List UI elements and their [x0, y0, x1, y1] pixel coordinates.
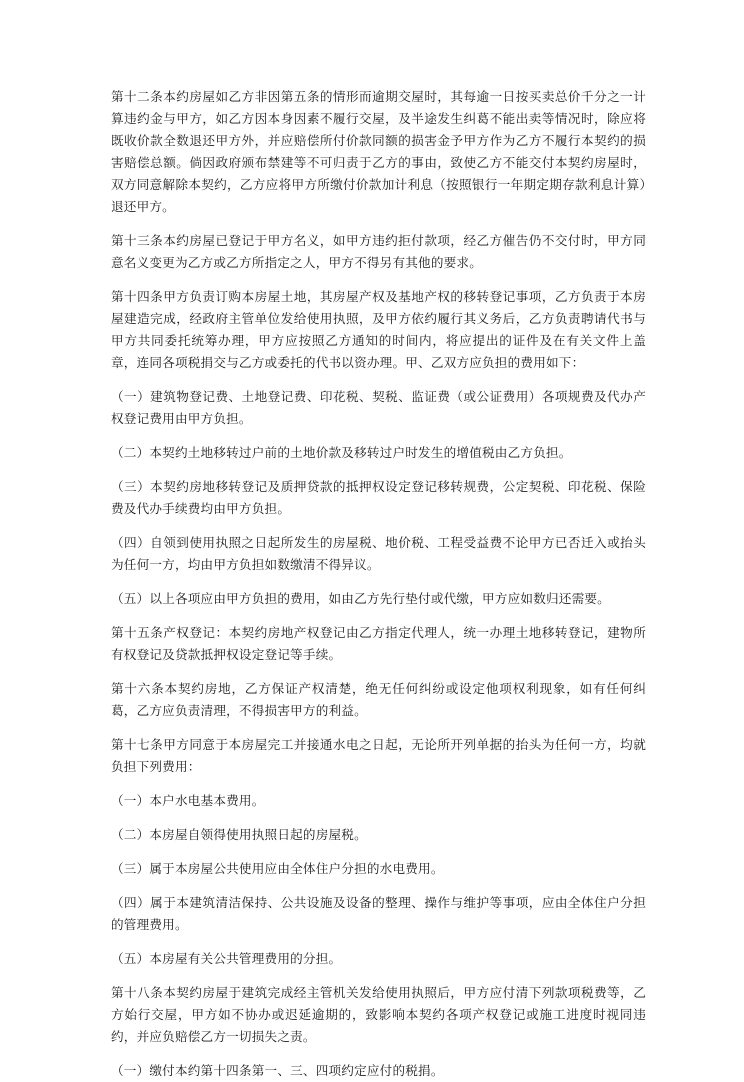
- clause-14-item-1: （一）建筑物登记费、土地登记费、印花税、契税、监证费（或公证费用）各项规费及代办产权登记费用由甲方负担。: [111, 389, 646, 426]
- clause-18-item-1: （一）缴付本约第十四条第一、三、四项约定应付的税捐。: [111, 1063, 444, 1078]
- clause-14: 第十四条甲方负责订购本房屋土地，其房屋产权及基地产权的移转登记事项，乙方负责于本房屋建造完成，经政府主管单位发给使用执照，及甲方依约履行其义务后，乙方负责聘请代书与甲方共同委托统筹办理，甲方应按照乙方通知的时间内，将应提出的证件及在有关文件上盖章，连同各项税捐交与乙方或委托的代书以资办理。甲、乙双方应负担的费用如下：: [111, 289, 646, 370]
- clause-17-item-4: （四）属于本建筑清洁保持、公共设施及设备的整理、操作与维护等事项，应由全体住户分担的管理费用。: [111, 895, 646, 932]
- clause-17-item-1: （一）本户水电基本费用。: [111, 793, 265, 808]
- clause-18: 第十八条本契约房屋于建筑完成经主管机关发给使用执照后，甲方应付清下列款项税费等，乙方始行交屋，甲方如不协办或迟延逾期的，致影响本契约各项产权登记或施工进度时视同违约，并应负赔偿乙方一切损失之责。: [111, 985, 646, 1044]
- clause-13: 第十三条本约房屋已登记于甲方名义，如甲方违约拒付款项，经乙方催告仍不交付时，甲方同意名义变更为乙方或乙方所指定之人，甲方不得另有其他的要求。: [111, 233, 646, 270]
- clause-17-item-2: （二）本房屋自领得使用执照日起的房屋税。: [111, 827, 367, 842]
- clause-15: 第十五条产权登记：本契约房地产权登记由乙方指定代理人，统一办理土地移转登记，建物所有权登记及贷款抵押权设定登记等手续。: [111, 625, 646, 662]
- clause-14-item-2: （二）本契约土地移转过户前的土地价款及移转过户时发生的增值税由乙方负担。: [111, 445, 572, 460]
- clause-12: 第十二条本约房屋如乙方非因第五条的情形而逾期交屋时，其每逾一日按买卖总价千分之一计算违约金与甲方，如乙方因本身因素不履行交屋，及半途发生纠葛不能出卖等情况时，除应将既收价款全数退还甲方外，并应赔偿所付价款同额的损害金予甲方作为乙方不履行本契约的损害赔偿总额。倘因政府颁布禁建等不可归责于乙方的事由，致使乙方不能交付本契约房屋时，双方同意解除本契约，乙方应将甲方所缴付价款加计利息（按照银行一年期定期存款利息计算）退还甲方。: [111, 89, 646, 214]
- clause-17: 第十七条甲方同意于本房屋完工并接通水电之日起，无论所开列单据的抬头为任何一方，均就负担下列费用：: [111, 737, 646, 774]
- clause-14-item-5: （五）以上各项应由甲方负担的费用，如由乙方先行垫付或代缴，甲方应如数归还需要。: [111, 591, 610, 606]
- clause-17-item-3: （三）属于本房屋公共使用应由全体住户分担的水电费用。: [111, 861, 444, 876]
- clause-14-item-3: （三）本契约房地移转登记及质押贷款的抵押权设定登记移转规费，公定契税、印花税、保险费及代办手续费均由甲方负担。: [111, 479, 646, 516]
- clause-17-item-5: （五）本房屋有关公共管理费用的分担。: [111, 951, 342, 966]
- clause-14-item-4: （四）自领到使用执照之日起所发生的房屋税、地价税、工程受益费不论甲方已否迁入或抬头为任何一方，均由甲方负担如数缴清不得异议。: [111, 535, 646, 572]
- clause-16: 第十六条本契约房地，乙方保证产权清楚，绝无任何纠纷或设定他项权利现象，如有任何纠葛，乙方应负责清理，不得损害甲方的利益。: [111, 681, 646, 718]
